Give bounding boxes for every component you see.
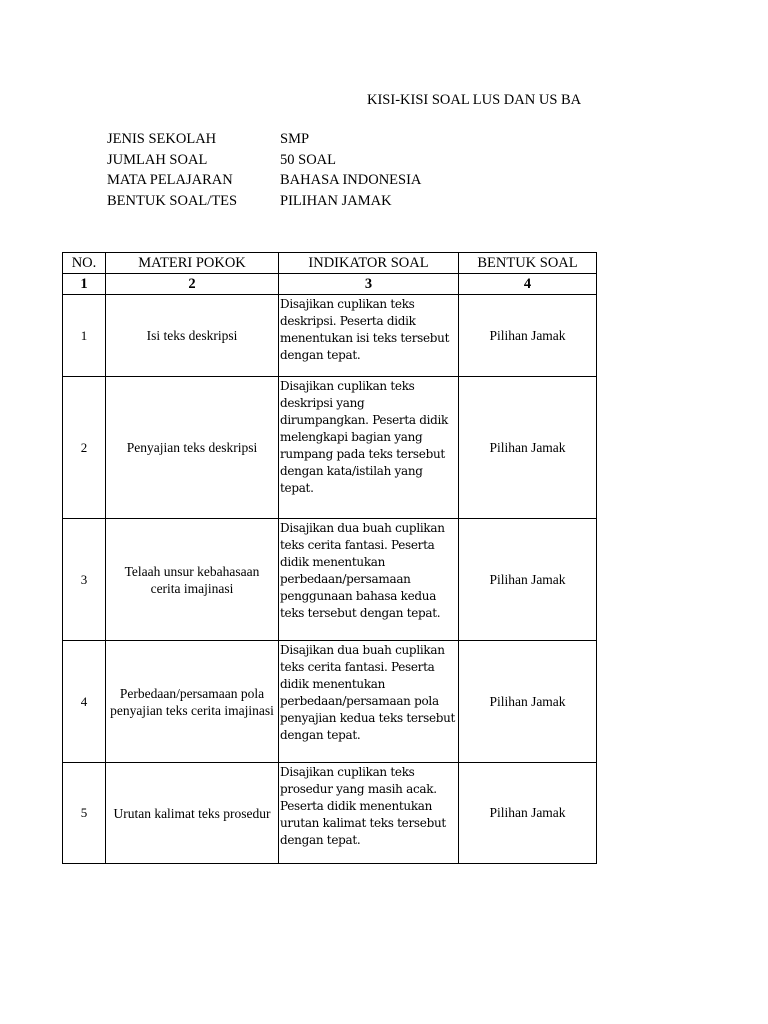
indikator-line: dengan tepat. <box>280 728 361 742</box>
meta-row-mata-pelajaran <box>107 172 421 193</box>
indikator-line: didik menentukan <box>280 555 386 569</box>
meta-label: BENTUK SOAL/TES <box>107 192 238 209</box>
indikator-line: penyajian kedua teks tersebut <box>280 711 456 725</box>
materi-pokok-cell: Perbedaan/persamaan pola penyajian teks cerita imajinasi <box>106 641 279 763</box>
table-row <box>63 377 597 519</box>
meta-value: BAHASA INDONESIA <box>280 172 422 188</box>
materi-pokok-cell: Urutan kalimat teks prosedur <box>106 763 279 864</box>
indikator-line: rumpang pada teks tersebut <box>280 447 445 461</box>
bentuk-soal-cell: Pilihan Jamak <box>459 763 597 864</box>
bentuk-soal-cell: Pilihan Jamak <box>459 519 597 641</box>
indikator-text <box>280 377 458 497</box>
indikator-text <box>280 641 458 744</box>
indikator-line: teks tersebut dengan tepat. <box>280 606 441 620</box>
materi-pokok-cell: Isi teks deskripsi <box>106 295 279 377</box>
row-number: 2 <box>63 377 106 519</box>
column-number: 3 <box>279 274 459 295</box>
document-meta <box>107 131 421 213</box>
indikator-line: deskripsi yang <box>280 396 365 410</box>
indikator-text <box>280 519 458 622</box>
row-number: 3 <box>63 519 106 641</box>
row-number: 5 <box>63 763 106 864</box>
meta-label: JENIS SEKOLAH <box>107 131 217 147</box>
indikator-line: Disajikan dua buah cuplikan <box>280 643 445 657</box>
header-indikator-soal: INDIKATOR SOAL <box>279 253 459 274</box>
indikator-soal-cell <box>279 763 459 864</box>
indikator-text <box>280 763 458 849</box>
meta-value: 50 SOAL <box>280 151 336 168</box>
indikator-line: dengan kata/istilah yang <box>280 464 423 478</box>
indikator-line: Disajikan cuplikan teks <box>280 379 415 393</box>
indikator-line: deskripsi. Peserta didik <box>280 314 416 328</box>
indikator-line: perbedaan/persamaan <box>280 572 411 586</box>
row-number: 1 <box>63 295 106 377</box>
column-number: 4 <box>459 274 597 295</box>
indikator-line: urutan kalimat teks tersebut <box>280 816 446 830</box>
indikator-line: didik menentukan <box>280 677 386 691</box>
indikator-line: tepat. <box>280 481 314 495</box>
bentuk-soal-cell: Pilihan Jamak <box>459 295 597 377</box>
indikator-soal-cell <box>279 377 459 519</box>
indikator-line: Disajikan cuplikan teks <box>280 765 415 779</box>
header-materi-pokok: MATERI POKOK <box>106 253 279 274</box>
meta-row-jenis-sekolah <box>107 131 421 152</box>
table-number-row <box>63 274 597 295</box>
indikator-line: dengan tepat. <box>280 348 361 362</box>
meta-row-bentuk-soal <box>107 193 421 214</box>
indikator-text <box>280 295 458 364</box>
document-title: KISI-KISI SOAL LUS DAN US BA <box>367 92 582 108</box>
materi-pokok-cell: Telaah unsur kebahasaan cerita imajinasi <box>106 519 279 641</box>
indikator-line: Disajikan cuplikan teks <box>280 297 415 311</box>
column-number: 1 <box>63 274 106 295</box>
table-row <box>63 295 597 377</box>
indikator-soal-cell <box>279 295 459 377</box>
indikator-line: dirumpangkan. Peserta didik <box>280 413 449 427</box>
row-number: 4 <box>63 641 106 763</box>
header-no: NO. <box>63 253 106 274</box>
column-number: 2 <box>106 274 279 295</box>
table-row <box>63 519 597 641</box>
bentuk-soal-cell: Pilihan Jamak <box>459 377 597 519</box>
indikator-line: prosedur yang masih acak. <box>280 782 437 796</box>
table-header-row <box>63 253 597 274</box>
indikator-line: menentukan isi teks tersebut <box>280 331 450 345</box>
indikator-line: melengkapi bagian yang <box>280 430 423 444</box>
indikator-soal-cell <box>279 641 459 763</box>
meta-row-jumlah-soal <box>107 152 421 173</box>
meta-value: PILIHAN JAMAK <box>280 192 392 209</box>
materi-pokok-cell: Penyajian teks deskripsi <box>106 377 279 519</box>
table-body <box>63 295 597 864</box>
table-row <box>63 763 597 864</box>
meta-label: MATA PELAJARAN <box>107 172 233 188</box>
kisi-kisi-table <box>62 252 597 864</box>
indikator-line: dengan tepat. <box>280 833 361 847</box>
meta-label: JUMLAH SOAL <box>107 151 208 168</box>
indikator-soal-cell <box>279 519 459 641</box>
indikator-line: Disajikan dua buah cuplikan <box>280 521 445 535</box>
indikator-line: teks cerita fantasi. Peserta <box>280 660 435 674</box>
indikator-line: perbedaan/persamaan pola <box>280 694 439 708</box>
header-bentuk-soal: BENTUK SOAL <box>459 253 597 274</box>
indikator-line: penggunaan bahasa kedua <box>280 589 437 603</box>
bentuk-soal-cell: Pilihan Jamak <box>459 641 597 763</box>
indikator-line: Peserta didik menentukan <box>280 799 433 813</box>
table-row <box>63 641 597 763</box>
indikator-line: teks cerita fantasi. Peserta <box>280 538 435 552</box>
meta-value: SMP <box>280 131 310 147</box>
